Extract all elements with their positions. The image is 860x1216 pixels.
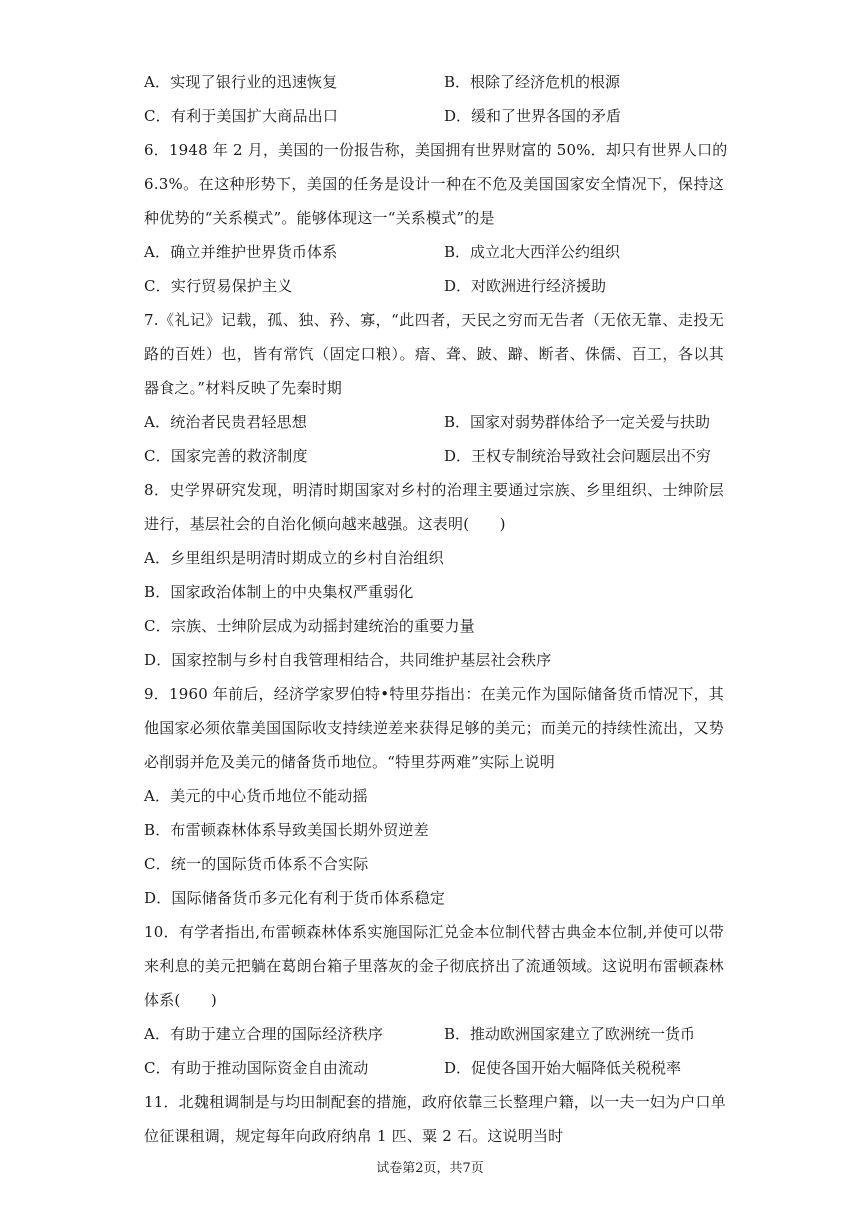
q9-stem-line-1: 9．1960 年前后，经济学家罗伯特•特里芬指出：在美元作为国际储备货币情况下，其 [144,685,724,703]
q6-option-a: A．确立并维护世界货币体系 [144,243,338,261]
q7-option-b: B．国家对弱势群体给予一定关爱与扶助 [444,413,711,431]
q7-option-d: D．王权专制统治导致社会问题层出不穷 [444,447,712,465]
page-footer: 试卷第2页，共7页 [376,1161,484,1176]
q9-option-a: A．美元的中心货币地位不能动摇 [144,787,368,805]
q8-stem-line-1: 8．史学界研究发现，明清时期国家对乡村的治理主要通过宗族、乡里组织、士绅阶层 [144,481,724,499]
q6-option-b: B．成立北大西洋公约组织 [444,243,621,261]
q5-option-a: A．实现了银行业的迅速恢复 [144,73,338,91]
q6-option-c: C．实行贸易保护主义 [144,277,293,295]
q7-option-c: C．国家完善的救济制度 [144,447,308,465]
q8-option-c: C．宗族、士绅阶层成为动摇封建统治的重要力量 [144,617,475,635]
q10-option-b: B．推动欧洲国家建立了欧洲统一货币 [444,1025,696,1043]
q9-option-c: C．统一的国际货币体系不合实际 [144,855,369,873]
q8-option-d: D．国家控制与乡村自我管理相结合，共同维护基层社会秩序 [144,651,552,669]
q10-stem-line-2: 来利息的美元把躺在葛朗台箱子里落灰的金子彻底挤出了流通领域。这说明布雷顿森林 [144,957,724,975]
q11-stem-line-2: 位征课租调，规定每年向政府纳帛 1 匹、粟 2 石。这说明当时 [144,1127,564,1145]
q5-option-c: C．有利于美国扩大商品出口 [144,107,339,125]
q5-option-b: B．根除了经济危机的根源 [444,73,621,91]
q11-stem-line-1: 11．北魏租调制是与均田制配套的措施，政府依靠三长整理户籍，以一夫一妇为户口单 [144,1093,726,1111]
q6-stem-line-2: 6.3%。在这种形势下，美国的任务是设计一种在不危及美国国家安全情况下，保持这 [144,175,724,193]
q9-stem-line-3: 必削弱并危及美元的储备货币地位。“特里芬两难”实际上说明 [144,753,555,771]
q8-option-a: A．乡里组织是明清时期成立的乡村自治组织 [144,549,444,567]
q6-stem-line-1: 6．1948 年 2 月，美国的一份报告称，美国拥有世界财富的 50%．却只有世界人口的 [144,141,728,159]
q6-stem-line-3: 种优势的“关系模式”。能够体现这一“关系模式”的是 [144,209,495,227]
q10-stem-line-1: 10．有学者指出,布雷顿森林体系实施国际汇兑金本位制代替古典金本位制,并使可以带 [144,923,724,941]
q7-option-a: A．统治者民贵君轻思想 [144,413,308,431]
q10-option-c: C．有助于推动国际资金自由流动 [144,1059,369,1077]
q6-option-d: D．对欧洲进行经济援助 [444,277,607,295]
q9-stem-line-2: 他国家必须依靠美国国际收支持续逆差来获得足够的美元；而美元的持续性流出，又势 [144,719,724,737]
q10-option-a: A．有助于建立合理的国际经济秩序 [144,1025,384,1043]
q7-stem-line-3: 器食之。”材料反映了先秦时期 [144,379,342,397]
q10-option-d: D．促使各国开始大幅降低关税税率 [444,1059,682,1077]
q8-stem-line-2: 进行，基层社会的自治化倾向越来越强。这表明( ) [144,515,506,533]
q7-stem-line-1: 7.《礼记》记载，孤、独、矜、寡，“此四者，天民之穷而无告者（无依无靠、走投无 [144,311,724,329]
q8-option-b: B．国家政治体制上的中央集权严重弱化 [144,583,414,601]
q10-stem-line-3: 体系( ) [144,991,217,1009]
q9-option-b: B．布雷顿森林体系导致美国长期外贸逆差 [144,821,429,839]
q5-option-d: D．缓和了世界各国的矛盾 [444,107,622,125]
q9-option-d: D．国际储备货币多元化有利于货币体系稳定 [144,889,446,907]
q7-stem-line-2: 路的百姓）也，皆有常饩（固定口粮）。瘖、聋、跛、躃、断者、侏儒、百工，各以其 [144,345,724,363]
